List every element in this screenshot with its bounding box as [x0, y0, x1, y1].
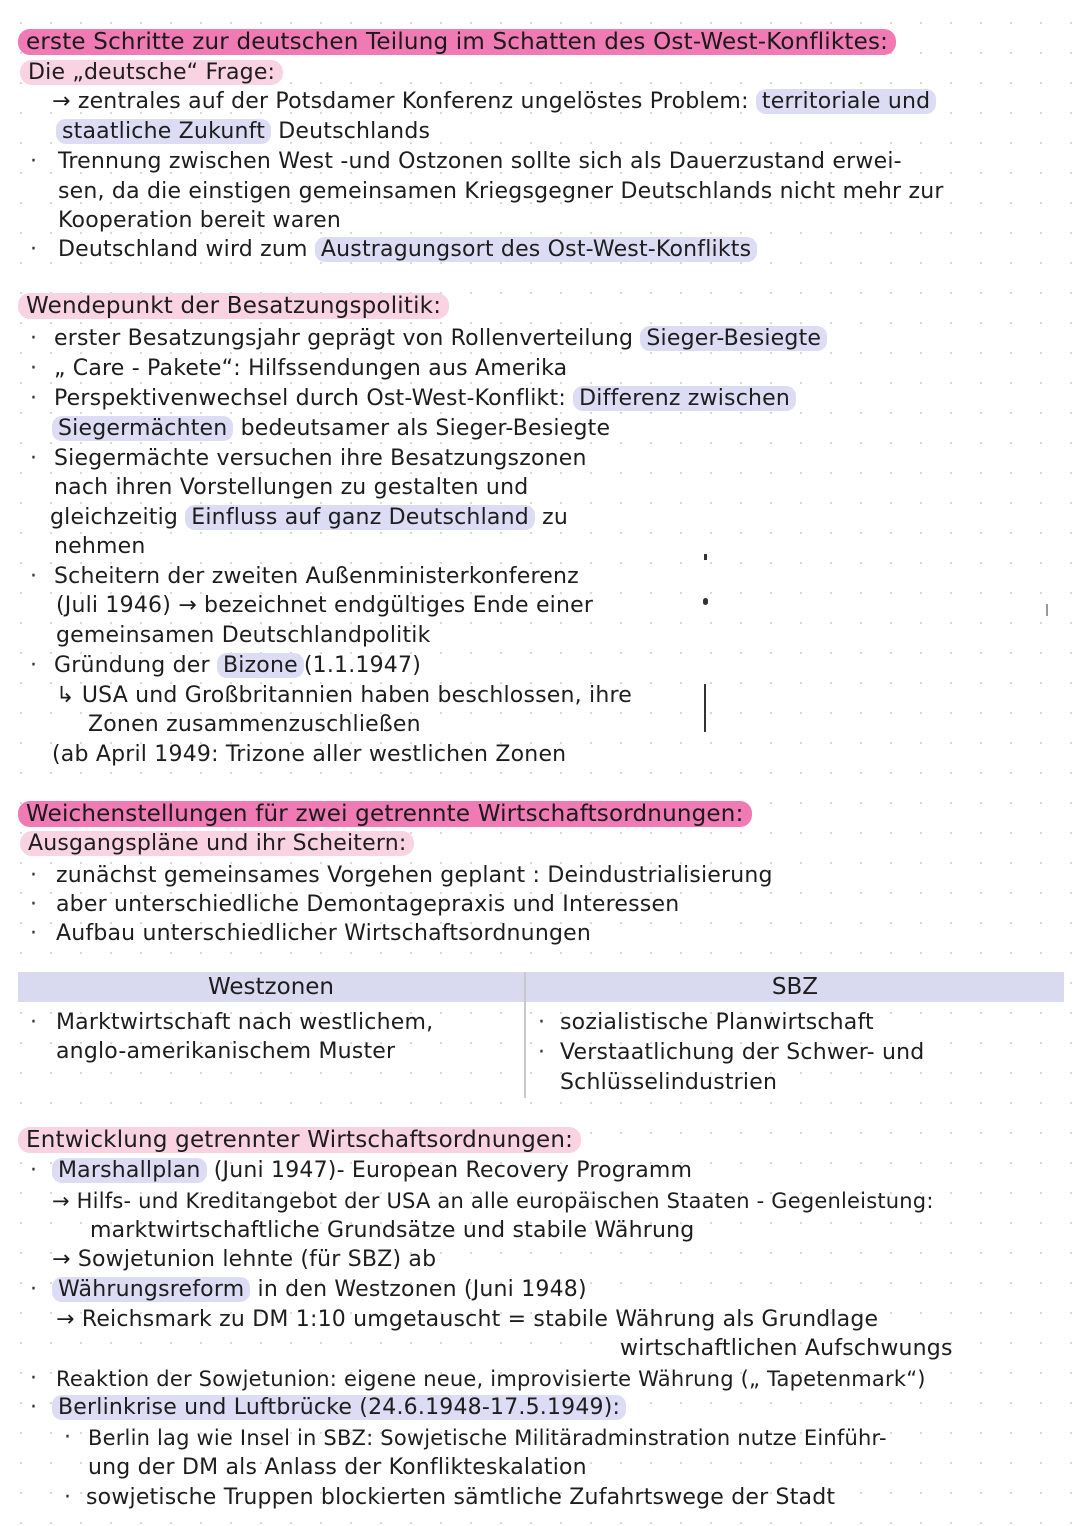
text-line: Kooperation bereit waren	[58, 208, 342, 233]
bullet: ·	[538, 1010, 545, 1035]
section-title-wendepunkt: Wendepunkt der Besatzungspolitik:	[18, 292, 449, 320]
table-cell-text: Marktwirtschaft nach westlichem,	[56, 1010, 434, 1035]
text-line: wirtschaftlichen Aufschwungs	[620, 1336, 953, 1361]
bullet: ·	[30, 653, 37, 678]
table-cell-text: anglo-amerikanischem Muster	[56, 1039, 396, 1064]
table-cell-text: sozialistische Planwirtschaft	[560, 1010, 874, 1035]
bullet: ·	[30, 356, 37, 381]
section-title-entwicklung: Entwicklung getrennter Wirtschaftsordnungen:	[18, 1126, 581, 1154]
text-line: ↳ USA und Großbritannien haben beschlossen, ihre	[56, 683, 632, 708]
text-line: nach ihren Vorstellungen zu gestalten und	[54, 475, 529, 500]
text-line: „ Care - Pakete“: Hilfssendungen aus Amerika	[54, 356, 568, 381]
table-cell-text: Schlüsselindustrien	[560, 1070, 778, 1095]
bullet: ·	[30, 446, 37, 471]
bullet: ·	[538, 1040, 545, 1065]
bullet: ·	[30, 326, 37, 351]
pen-mark	[1046, 604, 1048, 616]
bullet: ·	[64, 1485, 71, 1510]
bullet: ·	[30, 564, 37, 589]
text-line: Gründung der Bizone (1.1.1947)	[54, 653, 421, 678]
bullet: ·	[64, 1425, 71, 1450]
bullet: ·	[30, 149, 37, 174]
text-line: nehmen	[54, 534, 146, 559]
table-cell-text: Verstaatlichung der Schwer- und	[560, 1040, 925, 1065]
text-line: aber unterschiedliche Demontagepraxis und Interessen	[56, 892, 680, 917]
section-title-teilung: erste Schritte zur deutschen Teilung im Schatten des Ost-West-Konfliktes:	[18, 28, 896, 56]
text-line: sowjetische Truppen blockierten sämtliche Zufahrtswege der Stadt	[86, 1485, 836, 1510]
bullet: ·	[30, 921, 37, 946]
pen-mark	[703, 598, 708, 605]
text-line: Berlinkrise und Luftbrücke (24.6.1948-17.5.1949):	[52, 1394, 626, 1422]
text-line: Siegermächte versuchen ihre Besatzungszonen	[54, 446, 587, 471]
bullet: ·	[30, 237, 37, 262]
text-line: Berlin lag wie Insel in SBZ: Sowjetische Militäradminstration nutze Einführ-	[88, 1426, 887, 1450]
bullet: ·	[30, 1366, 37, 1391]
text-line: Reaktion der Sowjetunion: eigene neue, improvisierte Währung („ Tapetenmark“)	[56, 1367, 926, 1391]
text-line: ung der DM als Anlass der Konflikteskalation	[88, 1455, 587, 1480]
text-line: Zonen zusammenzuschließen	[88, 712, 421, 737]
bullet: ·	[30, 1277, 37, 1302]
text-line: → Hilfs- und Kreditangebot der USA an alle europäischen Staaten - Gegenleistung:	[52, 1189, 934, 1213]
text-line: (Juli 1946) → bezeichnet endgültiges Ende einer	[56, 593, 594, 618]
text-line: sen, da die einstigen gemeinsamen Kriegsgegner Deutschlands nicht mehr zur	[58, 179, 944, 204]
text-line: Währungsreform in den Westzonen (Juni 1948)	[52, 1276, 587, 1304]
table-header-westzonen: Westzonen	[18, 972, 524, 1002]
table-header-sbz: SBZ	[526, 972, 1064, 1002]
bullet: ·	[30, 1010, 37, 1035]
text-line: (ab April 1949: Trizone aller westlichen Zonen	[52, 742, 567, 767]
text-line: erster Besatzungsjahr geprägt von Rollenverteilung Sieger-Besiegte	[54, 325, 827, 353]
text-line: staatliche Zukunft Deutschlands	[56, 118, 430, 146]
text-line: Perspektivenwechsel durch Ost-West-Konflikt: Differenz zwischen	[54, 385, 796, 413]
section-title-weichenstellungen: Weichenstellungen für zwei getrennte Wirtschaftsordnungen:	[18, 800, 752, 828]
text-line: Marshallplan (Juni 1947)- European Recovery Programm	[52, 1157, 692, 1185]
text-line: Aufbau unterschiedlicher Wirtschaftsordnungen	[56, 921, 592, 946]
pen-mark	[704, 554, 707, 560]
pen-mark	[704, 684, 706, 732]
text-line: gemeinsamen Deutschlandpolitik	[56, 623, 431, 648]
bullet: ·	[30, 892, 37, 917]
table-divider	[524, 972, 526, 1098]
bullet: ·	[30, 386, 37, 411]
text-line: Deutschland wird zum Austragungsort des Ost-West-Konflikts	[58, 236, 757, 264]
bullet: ·	[30, 1395, 37, 1420]
text-line: → Sowjetunion lehnte (für SBZ) ab	[52, 1247, 437, 1272]
text-line: marktwirtschaftliche Grundsätze und stabile Währung	[90, 1218, 695, 1243]
text-line: → zentrales auf der Potsdamer Konferenz ungelöstes Problem: territoriale und	[52, 88, 936, 116]
subtitle-deutsche-frage: Die „deutsche“ Frage:	[20, 59, 283, 87]
bullet: ·	[30, 1158, 37, 1183]
subtitle-ausgangsplaene: Ausgangspläne und ihr Scheitern:	[20, 830, 414, 858]
text-line: Trennung zwischen West -und Ostzonen sollte sich als Dauerzustand erwei-	[58, 149, 902, 174]
text-line: gleichzeitig Einfluss auf ganz Deutschland zu	[50, 505, 568, 530]
bullet: ·	[30, 863, 37, 888]
text-line: Scheitern der zweiten Außenministerkonferenz	[54, 564, 579, 589]
text-line: → Reichsmark zu DM 1:10 umgetauscht = stabile Währung als Grundlage	[56, 1307, 879, 1332]
text-line: Siegermächten bedeutsamer als Sieger-Besiegte	[52, 415, 610, 443]
text-line: zunächst gemeinsames Vorgehen geplant : Deindustrialisierung	[56, 863, 773, 888]
